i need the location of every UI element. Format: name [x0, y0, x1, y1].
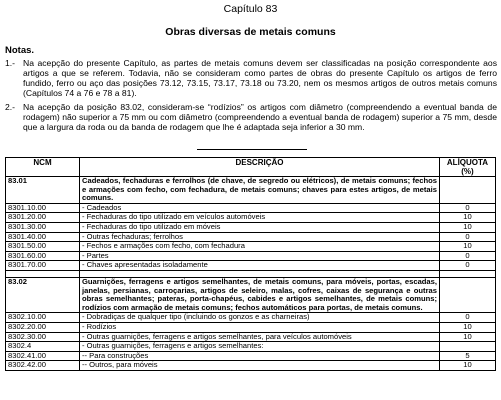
ncm-code: 8301.30.00	[6, 222, 80, 232]
table-row	[6, 242, 496, 252]
rate-value: 0	[440, 261, 496, 271]
note-text: Na acepção do presente Capítulo, as partes de metais comuns devem ser classificadas na posição correspondente aos artigos a que se referem. Todavia, não se consideram como partes de obras do presente Capítulo os artigos de ferro fundido, ferro ou aço das posições 73.12, 73.15, 73.17, 73.18 ou 73.20, nem os mesmos artigos de outros metais comuns (Capítulos 74 a 76 e 78 a 81).	[23, 58, 497, 98]
ncm-code: 8302.41.00	[6, 351, 80, 361]
rate-value	[440, 277, 496, 312]
chapter-number: Capítulo 83	[223, 3, 278, 15]
rate-value: 0	[440, 251, 496, 261]
notes-heading: Notas.	[5, 45, 35, 56]
description: Cadeados, fechaduras e ferrolhos (de chave, de segredo ou elétricos), de metais comuns; fechos e armações com fecho, com fechadura, de metais comuns; chaves para estes artigos, de metais comuns.	[80, 177, 440, 204]
description: Guarnições, ferragens e artigos semelhantes, de metais comuns, para móveis, portas, escadas, janelas, persianas, carroçarias, artigos de seleiro, malas, cofres, caixas de segurança e outras obras semelhantes; pateras, porta-chapéus, cabides e artigos semelhantes, de metais comuns; rodízios com armação de metais comuns; fechos automáticos para portas, de metais comuns.	[80, 277, 440, 312]
ncm-code: 8301.70.00	[6, 261, 80, 271]
table-row	[6, 313, 496, 323]
rate-value: 0	[440, 313, 496, 323]
description: - Cadeados	[80, 203, 440, 213]
ncm-code: 8302.42.00	[6, 361, 80, 371]
description: - Chaves apresentadas isoladamente	[80, 261, 440, 271]
table-cell	[440, 270, 496, 277]
tariff-table	[5, 157, 496, 371]
description: - Partes	[80, 251, 440, 261]
note-2	[5, 102, 497, 132]
description: -- Outros, para móveis	[80, 361, 440, 371]
note-1	[5, 58, 497, 98]
ncm-code: 8301.20.00	[6, 213, 80, 223]
ncm-code: 83.02	[6, 277, 80, 312]
rate-value: 0	[440, 203, 496, 213]
table-row	[6, 213, 496, 223]
rate-value: 10	[440, 242, 496, 252]
description: - Fechaduras do tipo utilizado em móveis	[80, 222, 440, 232]
description: - Fechos e armações com fecho, com fechadura	[80, 242, 440, 252]
table-row	[6, 322, 496, 332]
description: -- Para construções	[80, 351, 440, 361]
description: - Fechaduras do tipo utilizado em veículos automóveis	[80, 213, 440, 223]
rate-value: 10	[440, 222, 496, 232]
chapter-title: Obras diversas de metais comuns	[165, 26, 336, 38]
note-number: 1.-	[5, 58, 16, 68]
rate-value: 5	[440, 351, 496, 361]
ncm-code: 8301.50.00	[6, 242, 80, 252]
table-row	[6, 222, 496, 232]
table-row	[6, 342, 496, 352]
ncm-code: 8302.20.00	[6, 322, 80, 332]
description: - Dobradiças de qualquer tipo (incluindo os gonzos e as charneiras)	[80, 313, 440, 323]
rate-value: 10	[440, 322, 496, 332]
ncm-code: 8301.40.00	[6, 232, 80, 242]
note-text: Na acepção da posição 83.02, consideram-se “rodízios” os artigos com diâmetro (compreendendo a eventual banda de rodagem) não superior a 75 mm ou com diâmetro (compreendendo a eventual banda de rodagem) superior a 75 mm, desde que a largura da roda ou da banda de rodagem que lhe é adaptada seja inferior a 30 mm.	[23, 102, 497, 132]
ncm-column-header: NCM	[6, 158, 80, 177]
description: - Rodízios	[80, 322, 440, 332]
ncm-code: 8301.10.00	[6, 203, 80, 213]
heading-row	[6, 277, 496, 312]
rate-value	[440, 342, 496, 352]
ncm-code: 8302.30.00	[6, 332, 80, 342]
table-row	[6, 351, 496, 361]
rate-value: 0	[440, 232, 496, 242]
ncm-code: 8301.60.00	[6, 251, 80, 261]
description: - Outras fechaduras; ferrolhos	[80, 232, 440, 242]
note-number: 2.-	[5, 102, 16, 112]
description-column-header: DESCRIÇÃO	[80, 158, 440, 177]
table-row	[6, 251, 496, 261]
table-row	[6, 232, 496, 242]
ncm-code: 8302.4	[6, 342, 80, 352]
table-header-row	[6, 158, 496, 177]
rate-value: 10	[440, 332, 496, 342]
separator-line	[197, 149, 307, 150]
rate-value: 10	[440, 213, 496, 223]
table-body	[6, 177, 496, 371]
rate-value: 10	[440, 361, 496, 371]
table-row	[6, 261, 496, 271]
rate-column-header: ALÍQUOTA (%)	[440, 158, 496, 177]
description: - Outras guarnições, ferragens e artigos semelhantes:	[80, 342, 440, 352]
heading-row	[6, 177, 496, 204]
ncm-code: 8302.10.00	[6, 313, 80, 323]
rate-value	[440, 177, 496, 204]
ncm-code: 83.01	[6, 177, 80, 204]
description: - Outras guarnições, ferragens e artigos semelhantes, para veículos automóveis	[80, 332, 440, 342]
table-row	[6, 361, 496, 371]
